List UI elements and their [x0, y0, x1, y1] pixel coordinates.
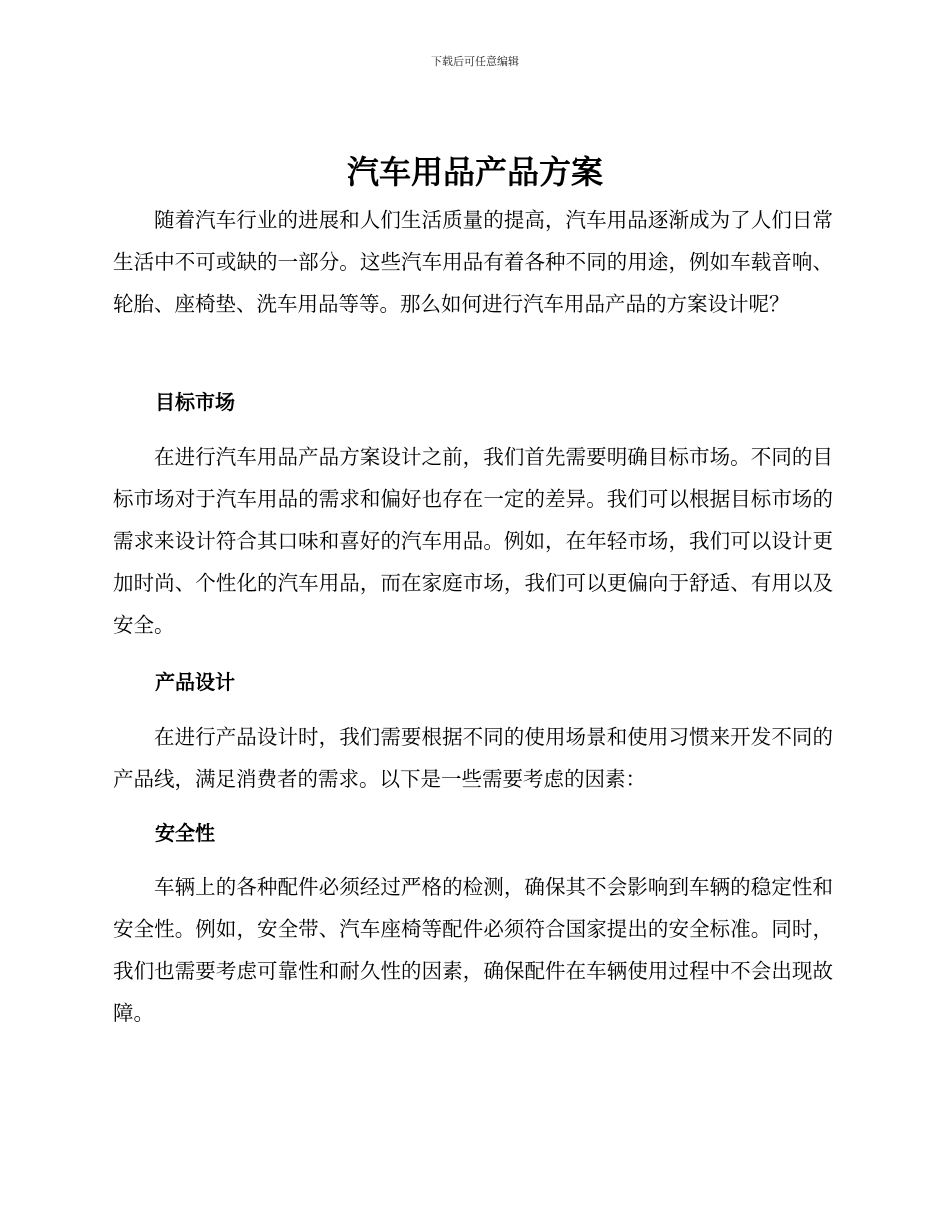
header-note: 下载后可任意编辑: [431, 55, 519, 68]
document-title: 汽车用品产品方案: [346, 153, 603, 191]
intro-paragraph: 随着汽车行业的进展和人们生活质量的提高，汽车用品逐渐成为了人们日常生活中不可或缺的一部分。这些汽车用品有着各种不同的用途，例如车载音响、轮胎、座椅垫、洗车用品等等。那么如何进行汽车用品产品的方案设计呢？: [113, 208, 833, 316]
section-body-safety: 车辆上的各种配件必须经过严格的检测，确保其不会影响到车辆的稳定性和安全性。例如，安全带、汽车座椅等配件必须符合国家提出的安全标准。同时，我们也需要考虑可靠性和耐久性的因素，确保配件在车辆使用过程中不会出现故障。: [113, 875, 833, 1025]
section-body-target-market: 在进行汽车用品产品方案设计之前，我们首先需要明确目标市场。不同的目标市场对于汽车用品的需求和偏好也存在一定的差异。我们可以根据目标市场的需求来设计符合其口味和喜好的汽车用品。例如，在年轻市场，我们可以设计更加时尚、个性化的汽车用品，而在家庭市场，我们可以更偏向于舒适、有用以及安全。: [113, 445, 833, 637]
section-product-design-heading-wrap: [113, 661, 833, 703]
section-safety-heading-wrap: [113, 812, 833, 854]
section-heading-safety: 安全性: [155, 821, 215, 845]
section-target-market-body-wrap: [113, 436, 833, 646]
section-heading-target-market: 目标市场: [155, 390, 235, 414]
section-product-design-body-wrap: [113, 716, 833, 800]
section-target-market-heading-wrap: [113, 381, 833, 423]
section-safety-body-wrap: [113, 866, 833, 1034]
section-heading-product-design: 产品设计: [155, 670, 235, 694]
section-body-product-design: 在进行产品设计时，我们需要根据不同的使用场景和使用习惯来开发不同的产品线，满足消费者的需求。以下是一些需要考虑的因素：: [113, 725, 833, 791]
intro-section: [113, 199, 833, 325]
